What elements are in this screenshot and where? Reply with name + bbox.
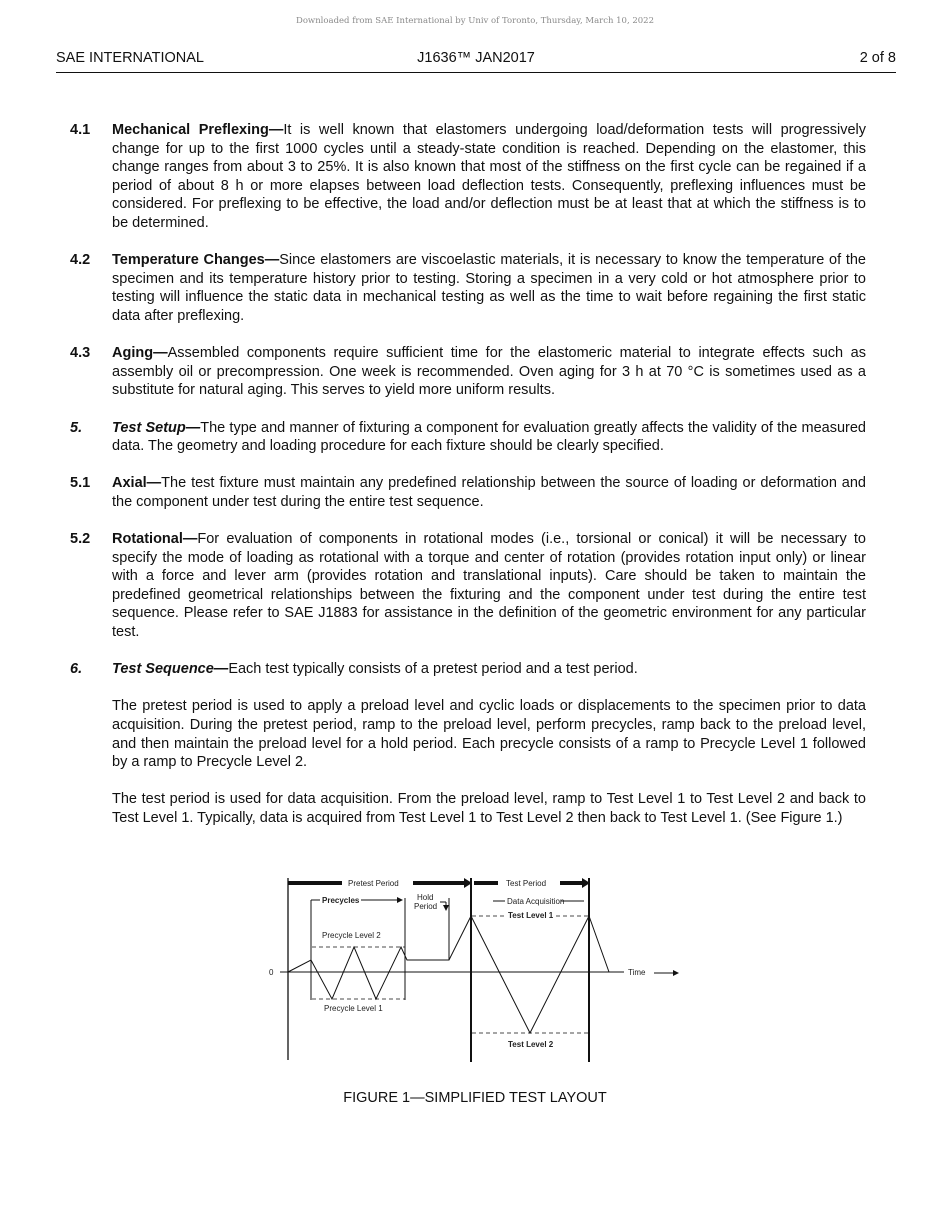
header-document-id: J1636™ JAN2017 xyxy=(417,50,535,66)
zero-label: 0 xyxy=(269,968,274,977)
figure-caption: FIGURE 1—SIMPLIFIED TEST LAYOUT xyxy=(343,1090,607,1106)
section-4-3 xyxy=(70,344,866,400)
section-number: 4.1 xyxy=(70,122,91,138)
section-6-paragraph-pretest: The pretest period is used to apply a preload level and cyclic loads or displacements to the specimen prior to data acquisition. During the pretest period, ramp to the preload level, perform precycles, ramp back to the preload level, and then maintain the preload level for a hold period. Each precycle consists of a ramp to Precycle Level 1 followed by a ramp to Precycle Level 2. xyxy=(112,698,866,771)
section-content xyxy=(112,344,866,400)
section-content xyxy=(112,660,866,679)
hold-period-label-line2: Period xyxy=(414,902,438,911)
data-acquisition-label: Data Acquisition xyxy=(507,897,565,906)
pretest-period-label: Pretest Period xyxy=(348,879,399,888)
section-title: Rotational— xyxy=(112,531,198,548)
section-number: 4.2 xyxy=(70,252,91,269)
precycle-level-1-label: Precycle Level 1 xyxy=(324,1004,383,1013)
section-content xyxy=(112,419,866,456)
section-text: It is well known that elastomers undergoing load/deformation tests will progressively change for up to the first 1000 cycles until a steady-state condition is reached. Depending on the elastomer, this change ranges from about 3 to 25%. It is also known that most of the stiffness on the first cycle can be regained if a period of about 8 h or more elapses between load deflection tests. Consequently, preflexing influences must be considered. For preflexing to be effective, the load and/or deflection must be at least that at which the stiffness is to be determined. xyxy=(112,122,867,231)
section-text: Since elastomers are viscoelastic materials, it is necessary to know the temperature of the specimen and its temperature history prior to testing. Storing a specimen in a very cold or hot atmosphere prior to testing will influence the static data in mechanical testing as well as the time to wait before regaining the first static data after preflexing. xyxy=(112,252,866,324)
section-4-1 xyxy=(70,121,866,233)
test-layout-diagram xyxy=(260,872,690,1064)
download-note: Downloaded from SAE International by Univ of Toronto, Thursday, March 10, 2022 xyxy=(296,16,654,26)
test-period-label: Test Period xyxy=(506,879,547,888)
section-title: Test Sequence— xyxy=(112,661,229,678)
section-title: Aging— xyxy=(112,345,168,362)
section-title: Mechanical Preflexing— xyxy=(112,122,284,138)
section-content xyxy=(112,251,866,325)
section-number: 6. xyxy=(70,661,83,678)
section-number: 5. xyxy=(70,419,83,436)
page-header xyxy=(56,50,896,73)
header-organization: SAE INTERNATIONAL xyxy=(56,50,204,66)
section-number: 4.3 xyxy=(70,345,91,362)
section-5-2 xyxy=(70,530,866,642)
test-level-1-label: Test Level 1 xyxy=(508,911,554,920)
test-level-2-label: Test Level 2 xyxy=(508,1040,554,1049)
section-6-paragraph-test: The test period is used for data acquisition. From the preload level, ramp to Test Level 1 to Test Level 2 and back to Test Level 1. Typically, data is acquired from Test Level 1 to Test Level 2 then back to Test Level 1. (See Figure 1.) xyxy=(112,791,866,826)
section-content xyxy=(112,121,866,233)
document-body xyxy=(70,121,866,846)
section-text: Assembled components require sufficient time for the elastomeric material to integrate effects such as assembly oil or precompression. One week is recommended. Oven aging for 3 h at 70 °C is sometimes used as a substitute for natural aging. This serves to yield more uniform results. xyxy=(112,345,866,399)
section-content xyxy=(112,530,866,642)
section-text: The type and manner of fixturing a component for evaluation greatly affects the validity of the measured data. The geometry and loading procedure for each fixture should be clearly specified. xyxy=(112,419,866,455)
section-5-1 xyxy=(70,474,866,511)
section-5 xyxy=(70,419,866,456)
header-page-number: 2 of 8 xyxy=(859,50,896,66)
time-axis-label: Time xyxy=(628,968,646,977)
section-number: 5.2 xyxy=(70,531,91,548)
section-title: Test Setup— xyxy=(112,419,201,436)
section-title: Axial— xyxy=(112,475,162,492)
section-text: For evaluation of components in rotational modes (i.e., torsional or conical) it will be necessary to specify the mode of loading as rotational with a torque and center of rotation (provides rotation input only) or linear with a force and lever arm (provides rotation and translational inputs). Care should be taken to maintain the predefined geometrical relationships between the fixturing and the component under test during the entire test sequence. Please refer to SAE J1883 for assistance in the definition of the geometric environment for any particular test. xyxy=(112,531,866,641)
precycle-level-2-label: Precycle Level 2 xyxy=(322,931,381,940)
hold-period-label-line1: Hold xyxy=(417,893,434,902)
precycles-label: Precycles xyxy=(322,896,360,905)
section-content xyxy=(112,474,866,511)
section-text: The test fixture must maintain any predefined relationship between the source of loading or deformation and the component under test during the entire test sequence. xyxy=(112,475,866,510)
section-text: Each test typically consists of a pretest period and a test period. xyxy=(228,661,638,678)
section-6 xyxy=(70,660,866,679)
section-4-2 xyxy=(70,251,866,325)
section-number: 5.1 xyxy=(70,475,91,492)
figure-1-test-layout xyxy=(260,872,690,1064)
section-title: Temperature Changes— xyxy=(112,252,280,269)
